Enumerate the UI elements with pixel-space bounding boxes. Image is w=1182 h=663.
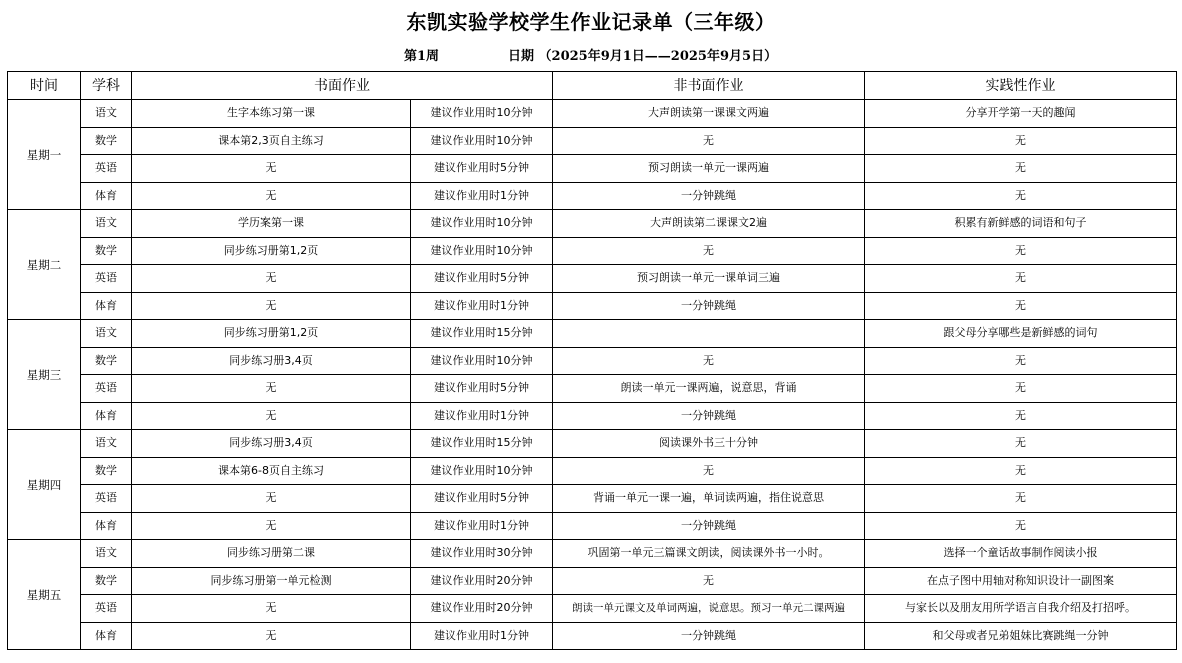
header-subject: 学科 — [81, 72, 132, 100]
non-written-homework-cell: 预习朗读一单元一课两遍 — [553, 155, 865, 183]
subject-cell: 体育 — [81, 182, 132, 210]
duration-cell: 建议作业用时10分钟 — [411, 347, 553, 375]
written-homework-cell: 无 — [132, 622, 411, 650]
table-row — [8, 155, 1177, 183]
header-written: 书面作业 — [132, 72, 553, 100]
subject-cell: 英语 — [81, 155, 132, 183]
header-time: 时间 — [8, 72, 81, 100]
table-row — [8, 320, 1177, 348]
written-homework-cell: 同步练习册第二课 — [132, 540, 411, 568]
subject-cell: 语文 — [81, 540, 132, 568]
table-row — [8, 347, 1177, 375]
day-cell: 星期二 — [8, 210, 81, 320]
written-homework-cell: 无 — [132, 402, 411, 430]
non-written-homework-cell: 一分钟跳绳 — [553, 512, 865, 540]
practical-homework-cell: 在点子图中用轴对称知识设计一副图案 — [865, 567, 1177, 595]
practical-homework-cell: 积累有新鲜感的词语和句子 — [865, 210, 1177, 238]
day-cell: 星期三 — [8, 320, 81, 430]
written-homework-cell: 学历案第一课 — [132, 210, 411, 238]
practical-homework-cell: 无 — [865, 127, 1177, 155]
non-written-homework-cell: 一分钟跳绳 — [553, 182, 865, 210]
subject-cell: 体育 — [81, 512, 132, 540]
non-written-homework-cell: 无 — [553, 457, 865, 485]
written-homework-cell: 无 — [132, 485, 411, 513]
non-written-homework-cell: 巩固第一单元三篇课文朗读，阅读课外书一小时。 — [553, 540, 865, 568]
subject-cell: 语文 — [81, 210, 132, 238]
written-homework-cell: 无 — [132, 155, 411, 183]
duration-cell: 建议作业用时10分钟 — [411, 210, 553, 238]
practical-homework-cell: 无 — [865, 457, 1177, 485]
duration-cell: 建议作业用时10分钟 — [411, 100, 553, 128]
subject-cell: 体育 — [81, 622, 132, 650]
day-cell: 星期一 — [8, 100, 81, 210]
subject-cell: 数学 — [81, 127, 132, 155]
non-written-homework-cell: 一分钟跳绳 — [553, 292, 865, 320]
subject-cell: 英语 — [81, 265, 132, 293]
subject-cell: 数学 — [81, 347, 132, 375]
header-non-written: 非书面作业 — [553, 72, 865, 100]
non-written-homework-cell: 大声朗读第二课课文2遍 — [553, 210, 865, 238]
non-written-homework-cell: 无 — [553, 237, 865, 265]
duration-cell: 建议作业用时1分钟 — [411, 292, 553, 320]
homework-table — [7, 71, 1177, 650]
practical-homework-cell: 无 — [865, 430, 1177, 458]
date-range: 日期 （2025年9月1日——2025年9月5日） — [508, 49, 778, 64]
practical-homework-cell: 无 — [865, 402, 1177, 430]
practical-homework-cell: 与家长以及朋友用所学语言自我介绍及打招呼。 — [865, 595, 1177, 623]
subject-cell: 体育 — [81, 292, 132, 320]
practical-homework-cell: 无 — [865, 155, 1177, 183]
duration-cell: 建议作业用时1分钟 — [411, 512, 553, 540]
non-written-homework-cell: 无 — [553, 347, 865, 375]
week-label: 第1周 — [404, 49, 440, 64]
written-homework-cell: 无 — [132, 512, 411, 540]
non-written-homework-cell: 朗读一单元一课两遍，说意思，背诵 — [553, 375, 865, 403]
practical-homework-cell: 和父母或者兄弟姐妹比赛跳绳一分钟 — [865, 622, 1177, 650]
table-row — [8, 265, 1177, 293]
duration-cell: 建议作业用时5分钟 — [411, 155, 553, 183]
non-written-homework-cell: 背诵一单元一课一遍，单词读两遍，指住说意思 — [553, 485, 865, 513]
duration-cell: 建议作业用时5分钟 — [411, 375, 553, 403]
table-row — [8, 622, 1177, 650]
practical-homework-cell: 无 — [865, 182, 1177, 210]
practical-homework-cell: 无 — [865, 375, 1177, 403]
non-written-homework-cell — [553, 320, 865, 348]
table-row — [8, 127, 1177, 155]
table-row — [8, 540, 1177, 568]
table-row — [8, 375, 1177, 403]
duration-cell: 建议作业用时10分钟 — [411, 457, 553, 485]
non-written-homework-cell: 大声朗读第一课课文两遍 — [553, 100, 865, 128]
header-row — [8, 72, 1177, 100]
duration-cell: 建议作业用时30分钟 — [411, 540, 553, 568]
table-row — [8, 100, 1177, 128]
duration-cell: 建议作业用时1分钟 — [411, 182, 553, 210]
practical-homework-cell: 无 — [865, 265, 1177, 293]
non-written-homework-cell: 预习朗读一单元一课单词三遍 — [553, 265, 865, 293]
duration-cell: 建议作业用时10分钟 — [411, 127, 553, 155]
table-row — [8, 237, 1177, 265]
written-homework-cell: 课本第6-8页自主练习 — [132, 457, 411, 485]
table-row — [8, 210, 1177, 238]
practical-homework-cell: 无 — [865, 292, 1177, 320]
written-homework-cell: 课本第2,3页自主练习 — [132, 127, 411, 155]
table-row — [8, 595, 1177, 623]
duration-cell: 建议作业用时20分钟 — [411, 567, 553, 595]
duration-cell: 建议作业用时10分钟 — [411, 237, 553, 265]
subject-cell: 体育 — [81, 402, 132, 430]
duration-cell: 建议作业用时20分钟 — [411, 595, 553, 623]
subject-cell: 语文 — [81, 320, 132, 348]
non-written-homework-cell: 无 — [553, 567, 865, 595]
non-written-homework-cell: 朗读一单元课文及单词两遍，说意思。预习一单元二课两遍 — [553, 595, 865, 623]
table-row — [8, 430, 1177, 458]
non-written-homework-cell: 无 — [553, 127, 865, 155]
subject-cell: 数学 — [81, 567, 132, 595]
practical-homework-cell: 无 — [865, 512, 1177, 540]
subject-cell: 数学 — [81, 457, 132, 485]
written-homework-cell: 生字本练习第一课 — [132, 100, 411, 128]
subject-cell: 英语 — [81, 485, 132, 513]
duration-cell: 建议作业用时5分钟 — [411, 265, 553, 293]
written-homework-cell: 同步练习册3,4页 — [132, 430, 411, 458]
written-homework-cell: 无 — [132, 375, 411, 403]
written-homework-cell: 同步练习册第一单元检测 — [132, 567, 411, 595]
table-row — [8, 485, 1177, 513]
non-written-homework-cell: 一分钟跳绳 — [553, 622, 865, 650]
non-written-homework-cell: 一分钟跳绳 — [553, 402, 865, 430]
duration-cell: 建议作业用时15分钟 — [411, 430, 553, 458]
table-row — [8, 402, 1177, 430]
subject-cell: 语文 — [81, 430, 132, 458]
duration-cell: 建议作业用时15分钟 — [411, 320, 553, 348]
table-body — [8, 100, 1177, 650]
subject-cell: 语文 — [81, 100, 132, 128]
written-homework-cell: 无 — [132, 595, 411, 623]
table-row — [8, 292, 1177, 320]
practical-homework-cell: 跟父母分享哪些是新鲜感的词句 — [865, 320, 1177, 348]
written-homework-cell: 无 — [132, 265, 411, 293]
written-homework-cell: 无 — [132, 182, 411, 210]
duration-cell: 建议作业用时5分钟 — [411, 485, 553, 513]
written-homework-cell: 同步练习册第1,2页 — [132, 237, 411, 265]
practical-homework-cell: 无 — [865, 237, 1177, 265]
day-cell: 星期四 — [8, 430, 81, 540]
table-row — [8, 457, 1177, 485]
written-homework-cell: 无 — [132, 292, 411, 320]
table-row — [8, 512, 1177, 540]
table-row — [8, 182, 1177, 210]
practical-homework-cell: 无 — [865, 347, 1177, 375]
subject-cell: 英语 — [81, 595, 132, 623]
subject-cell: 英语 — [81, 375, 132, 403]
day-cell: 星期五 — [8, 540, 81, 650]
document-title: 东凯实验学校学生作业记录单（三年级） — [406, 10, 776, 34]
practical-homework-cell: 选择一个童话故事制作阅读小报 — [865, 540, 1177, 568]
practical-homework-cell: 分享开学第一天的趣闻 — [865, 100, 1177, 128]
header-practical: 实践性作业 — [865, 72, 1177, 100]
duration-cell: 建议作业用时1分钟 — [411, 402, 553, 430]
written-homework-cell: 同步练习册第1,2页 — [132, 320, 411, 348]
table-row — [8, 567, 1177, 595]
practical-homework-cell: 无 — [865, 485, 1177, 513]
week-date-line — [404, 45, 777, 64]
duration-cell: 建议作业用时1分钟 — [411, 622, 553, 650]
non-written-homework-cell: 阅读课外书三十分钟 — [553, 430, 865, 458]
subject-cell: 数学 — [81, 237, 132, 265]
written-homework-cell: 同步练习册3,4页 — [132, 347, 411, 375]
